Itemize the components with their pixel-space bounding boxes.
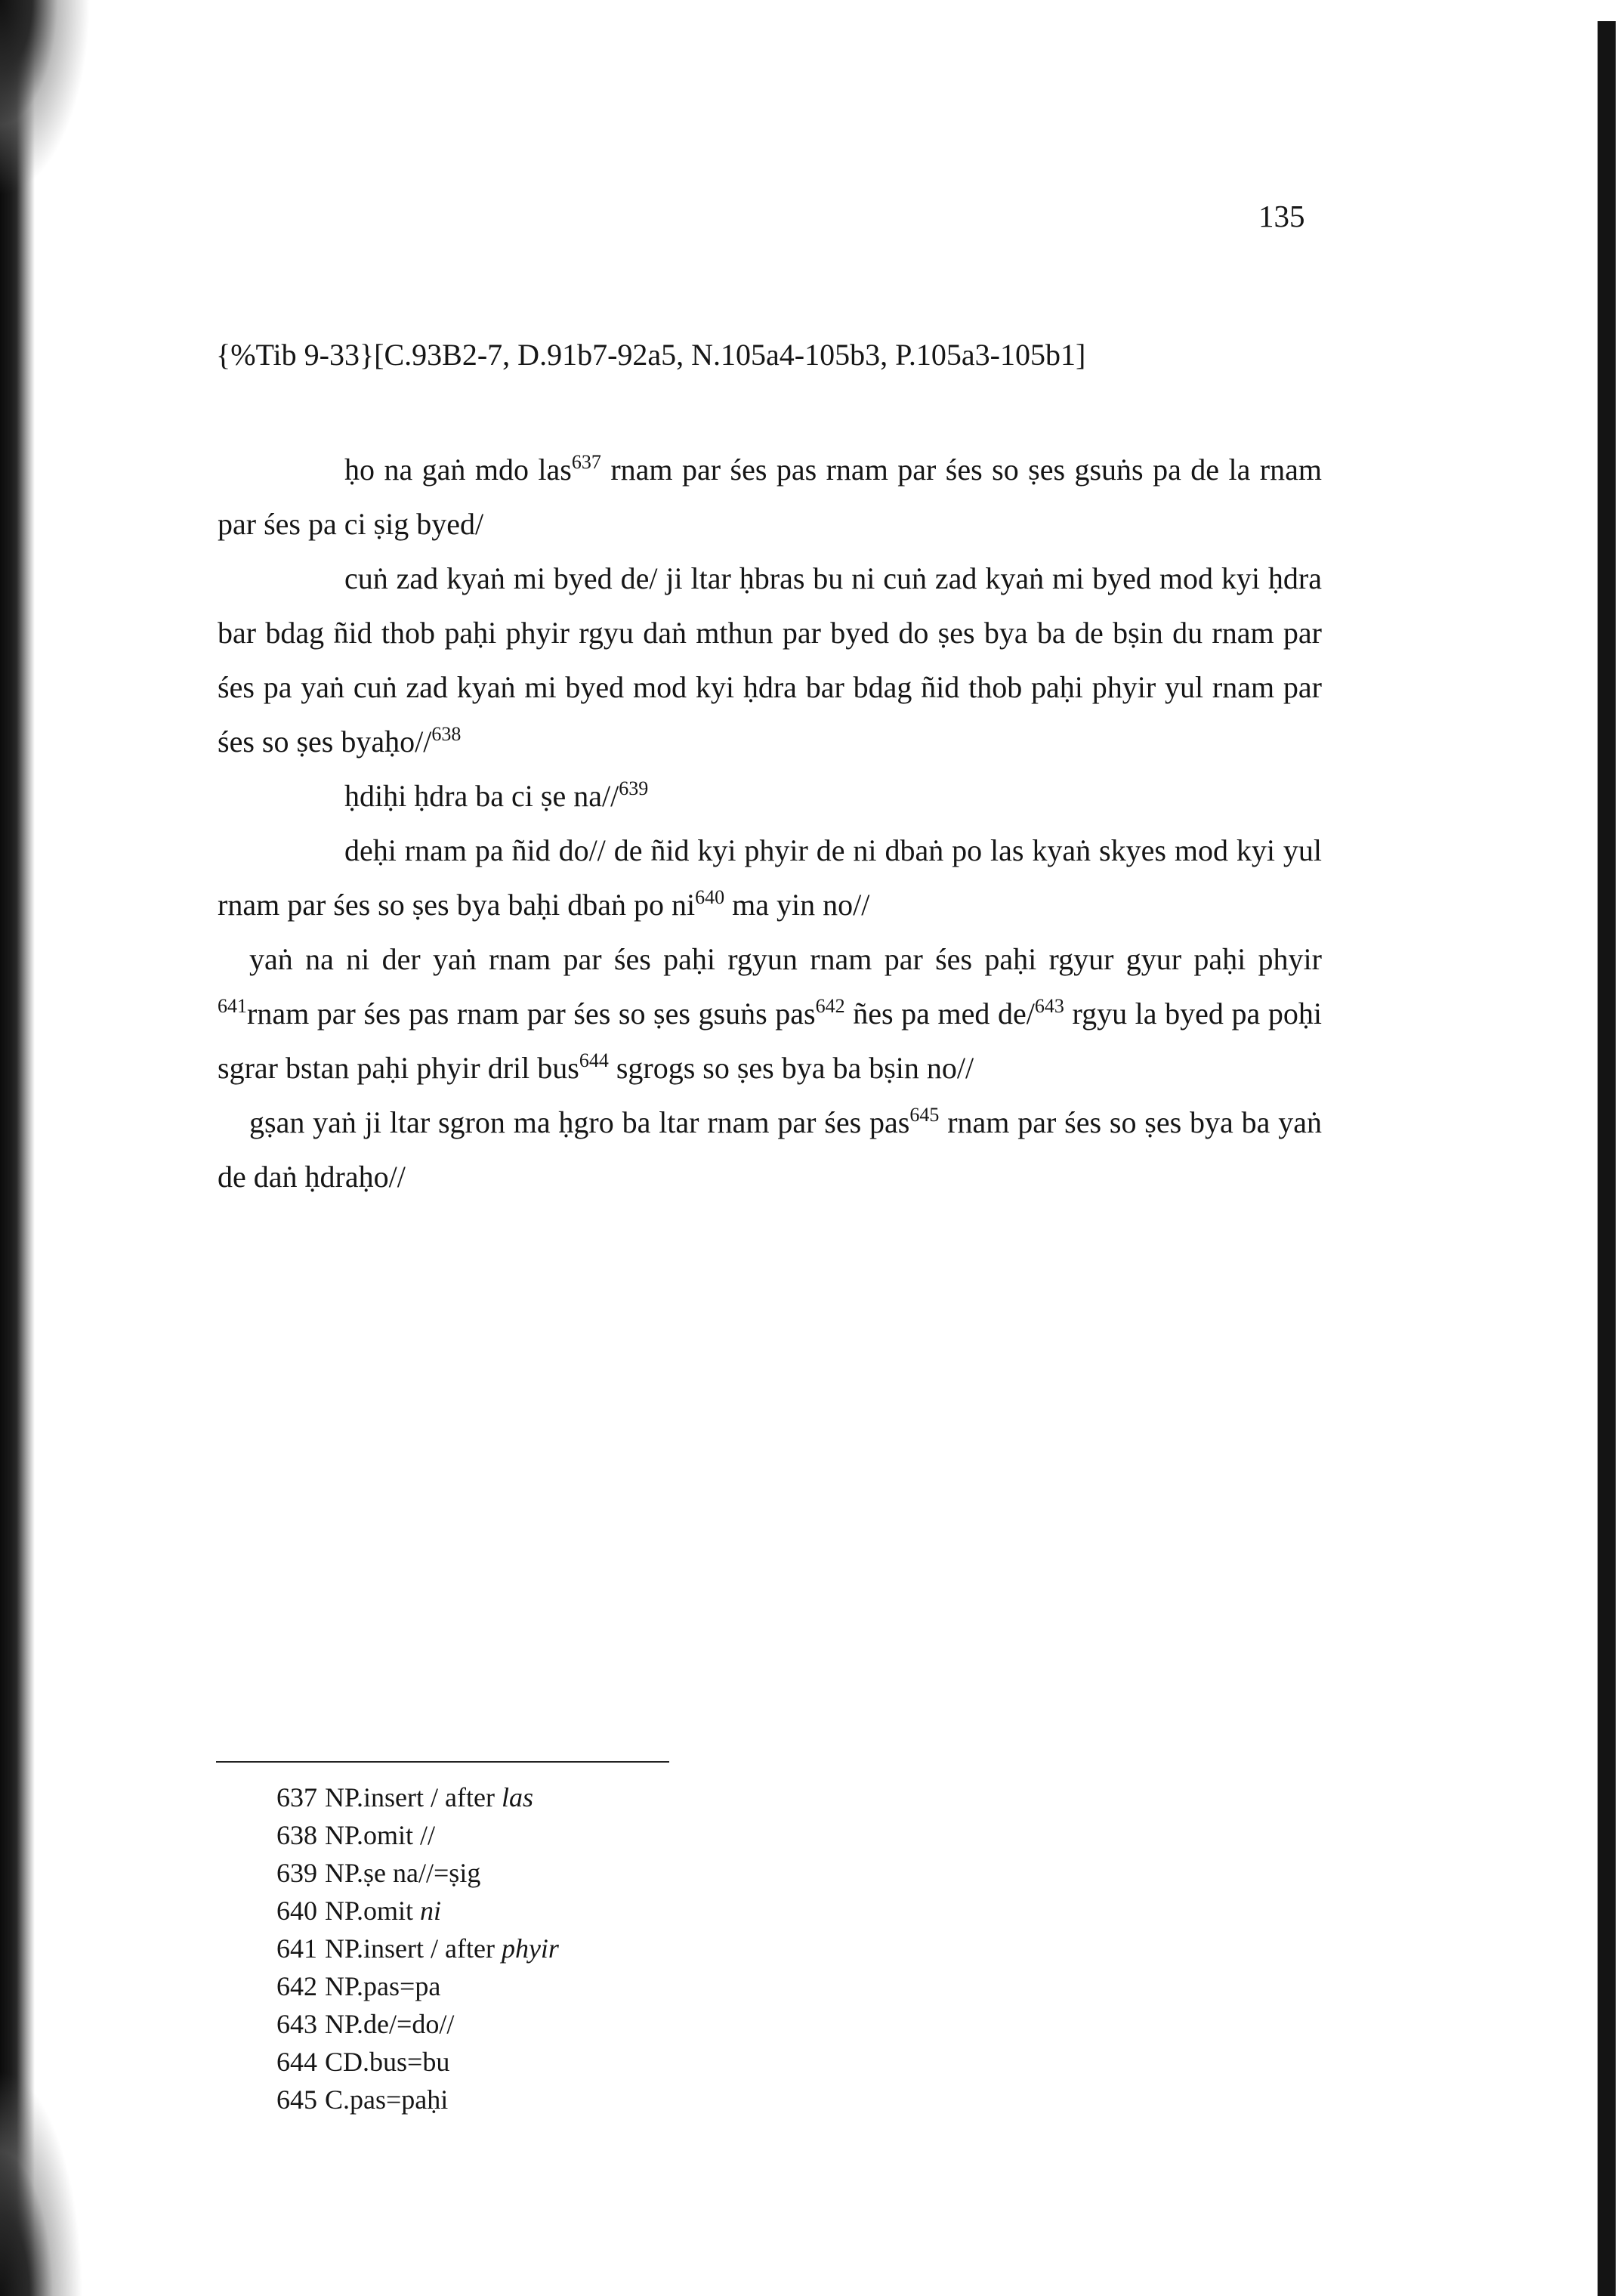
footnote-item bbox=[276, 2005, 559, 2043]
footnote-item bbox=[276, 1930, 559, 1967]
footnote-number: 638 bbox=[276, 1820, 317, 1850]
paragraph-text: ma yin no// bbox=[724, 888, 870, 922]
footnote-reference-mark[interactable]: 644 bbox=[579, 1049, 609, 1071]
paragraph-text: ñes pa med de/ bbox=[844, 997, 1035, 1031]
scan-right-edge-bar bbox=[1598, 21, 1616, 2296]
footnote-text: NP.omit bbox=[325, 1896, 421, 1926]
paragraph bbox=[218, 769, 1322, 824]
footnote-reference-mark[interactable]: 640 bbox=[695, 886, 725, 908]
footnote-italic-term: las bbox=[501, 1782, 533, 1812]
footnote-number: 641 bbox=[276, 1933, 317, 1964]
footnote-text: NP.ṣe na//=ṣig bbox=[325, 1858, 481, 1888]
footnote-number: 637 bbox=[276, 1782, 317, 1812]
footnote-item bbox=[276, 2043, 559, 2081]
paragraph-text: ḥo na gaṅ mdo las bbox=[344, 453, 572, 487]
footnote-text: NP.de/=do// bbox=[325, 2009, 455, 2039]
paragraph bbox=[218, 443, 1322, 552]
footnote-item bbox=[276, 1816, 559, 1854]
main-text-body bbox=[218, 443, 1322, 1204]
footnote-number: 644 bbox=[276, 2047, 317, 2077]
footnote-italic-term: phyir bbox=[501, 1933, 559, 1964]
paragraph bbox=[218, 824, 1322, 932]
footnote-text: NP.pas=pa bbox=[325, 1971, 441, 2001]
footnote-item bbox=[276, 1778, 559, 1816]
paragraph bbox=[218, 552, 1322, 769]
footnote-item bbox=[276, 1967, 559, 2005]
footnote-text: NP.omit // bbox=[325, 1820, 436, 1850]
footnote-number: 639 bbox=[276, 1858, 317, 1888]
footnote-number: 645 bbox=[276, 2084, 317, 2115]
footnote-text: NP.insert / after bbox=[325, 1933, 502, 1964]
footnote-reference-mark[interactable]: 639 bbox=[619, 777, 649, 799]
paragraph-text: gṣan yaṅ ji ltar sgron ma ḥgro ba ltar rnam par śes pas bbox=[249, 1105, 910, 1139]
footnote-italic-term: ni bbox=[420, 1896, 442, 1926]
paragraph-text: sgrogs so ṣes bya ba bṣin no// bbox=[608, 1051, 974, 1085]
scan-corner-shadow-bottom bbox=[0, 2069, 83, 2296]
footnote-reference-mark[interactable]: 645 bbox=[909, 1104, 940, 1126]
footnote-reference-mark[interactable]: 641 bbox=[218, 995, 247, 1017]
footnote-reference-mark[interactable]: 642 bbox=[815, 995, 845, 1017]
paragraph bbox=[218, 932, 1322, 1095]
paragraph-text: deḥi rnam pa ñid do// de ñid kyi phyir de ni dbaṅ po las kyaṅ skyes mod kyi yul rnam par śes so ṣes bya baḥi dbaṅ po ni bbox=[218, 833, 1322, 922]
footnote-item bbox=[276, 1854, 559, 1892]
paragraph-text: rgyu la byed pa poḥi sgrar bstan paḥi phyir dril bus bbox=[218, 997, 1322, 1085]
footnote-text: C.pas=paḥi bbox=[325, 2084, 449, 2115]
paragraph-text: rnam par śes so ṣes bya ba yaṅ de daṅ ḥdraḥo// bbox=[218, 1105, 1322, 1194]
footnote-reference-mark[interactable]: 638 bbox=[431, 723, 462, 745]
footnote-list bbox=[276, 1778, 559, 2118]
footnote-text: NP.insert / after bbox=[325, 1782, 502, 1812]
footnote-number: 642 bbox=[276, 1971, 317, 2001]
footnote-reference-mark[interactable]: 643 bbox=[1034, 995, 1064, 1017]
footnote-reference-mark[interactable]: 637 bbox=[571, 451, 601, 473]
footnote-divider bbox=[216, 1761, 669, 1763]
paragraph-text: rnam par śes pas rnam par śes so ṣes gsuṅs pas bbox=[247, 997, 816, 1031]
source-reference-header: {%Tib 9-33}[C.93B2-7, D.91b7-92a5, N.105a4-105b3, P.105a3-105b1] bbox=[216, 338, 1086, 372]
footnote-number: 640 bbox=[276, 1896, 317, 1926]
footnote-number: 643 bbox=[276, 2009, 317, 2039]
scan-left-edge-shadow bbox=[0, 0, 35, 2296]
page-number: 135 bbox=[1258, 199, 1305, 233]
paragraph-text: ḥdiḥi ḥdra ba ci ṣe na// bbox=[344, 779, 619, 813]
paragraph-text: rnam par śes pas rnam par śes so ṣes gsuṅs pa de la rnam par śes pa ci ṣig byed/ bbox=[218, 453, 1322, 541]
paragraph-text: yaṅ na ni der yaṅ rnam par śes paḥi rgyun rnam par śes paḥi rgyur gyur paḥi phyir bbox=[249, 942, 1322, 976]
footnote-text: CD.bus=bu bbox=[325, 2047, 450, 2077]
paragraph bbox=[218, 1095, 1322, 1204]
footnote-item bbox=[276, 1892, 559, 1930]
paragraph-text: cuṅ zad kyaṅ mi byed de/ ji ltar ḥbras bu ni cuṅ zad kyaṅ mi byed mod kyi ḥdra bar bdag ñid thob paḥi phyir rgyu daṅ mthun par byed do ṣes bya ba de bṣin du rnam par śes pa yaṅ cuṅ zad kyaṅ mi byed mod kyi ḥdra bar bdag ñid thob paḥi phyir yul rnam par śes so ṣes byaḥo// bbox=[218, 561, 1322, 759]
scan-corner-shadow-top bbox=[0, 0, 91, 196]
footnote-item bbox=[276, 2081, 559, 2118]
